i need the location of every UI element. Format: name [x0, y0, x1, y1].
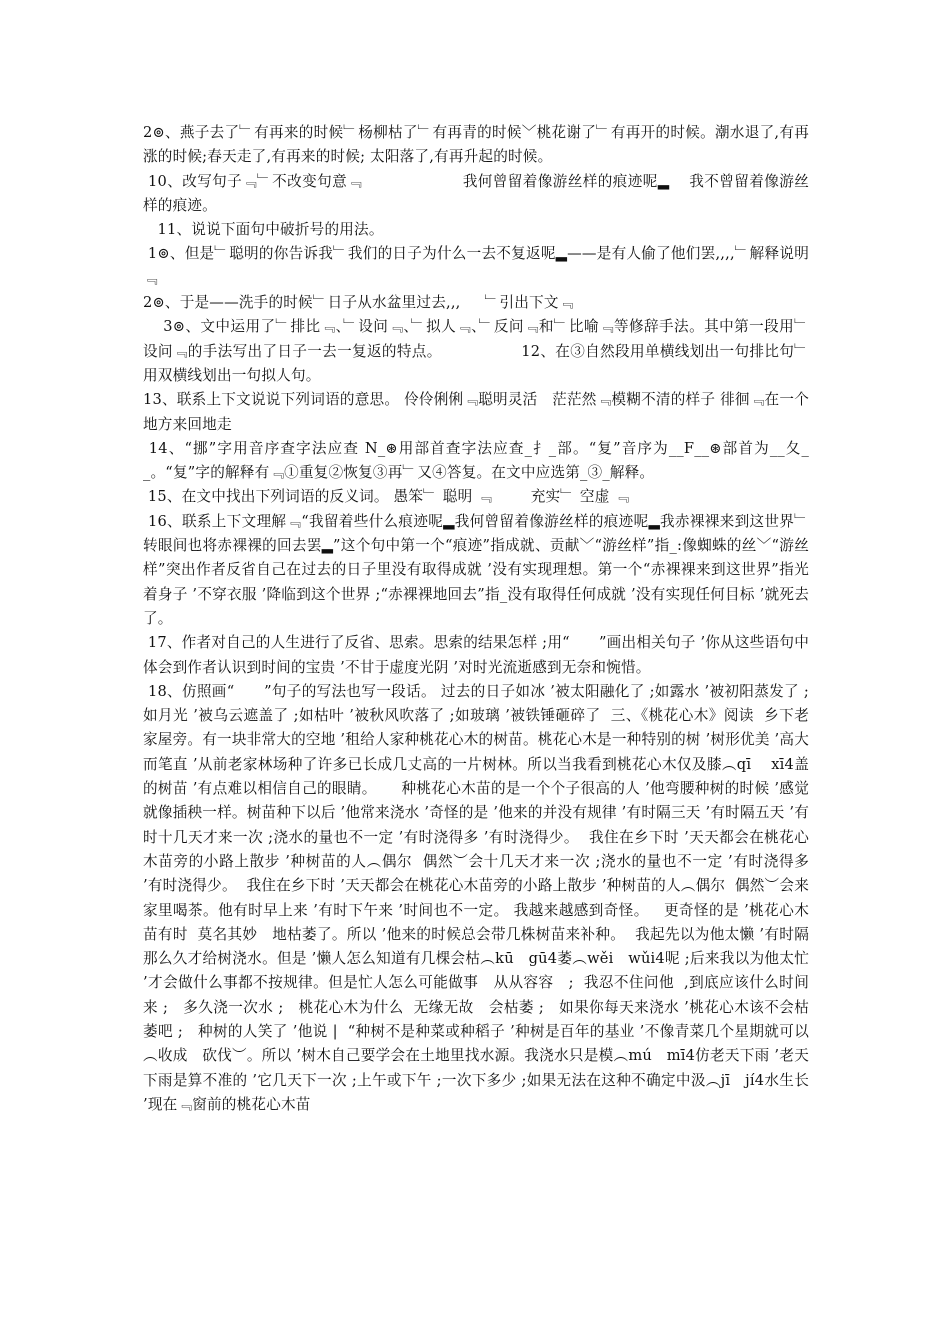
question-11-item-1: 1⊚、但是﹂聪明的你告诉我﹂我们的日子为什么一去不复返呢▂——是有人偷了他们罢,,,,﹂解释说明﹃: [143, 245, 809, 287]
question-11-item-3-and-12: 3⊚、文中运用了﹂排比﹃、﹂设问﹃、﹂拟人﹃、﹂反问﹃和﹂比喻﹃等修辞手法。其中第一段用﹂设问﹃的手法写出了日子一去一复返的特点。 12、在③自然段用单横线划出一句排比句﹂用双横线划出一句拟人句。: [143, 318, 809, 384]
question-11-dash-usage: 11、说说下面句中破折号的用法。: [143, 221, 384, 239]
question-17-reflection: 17、作者对自己的人生进行了反省、思索。思索的结果怎样 ;用“ ”画出相关句子 ’你从这些语句中体会到作者认识到时间的宝贵 ’不甘于虚度光阴 ’对时光流逝感到无奈和惋惜。: [143, 634, 810, 676]
question-14-dictionary: 14、“挪”字用音序查字法应查 N_⊛用部首查字法应查_扌_部。“复”音序为__F__⊛部首为__夂__。“复”字的解释有﹃①重复②恢复③再﹂又④答复。在文中应选第_③_解释。: [143, 439, 810, 482]
question-18-and-reading-passage: 18、仿照画“ ”句子的写法也写一段话。 过去的日子如冰 ’被太阳融化了 ;如露水 ’被初阳蒸发了 ;如月光 ’被乌云遮盖了 ;如枯叶 ’被秋风吹落了 ;如玻璃 ’被铁锤砸碎了 三、《桃花心木》阅读 乡下老家屋旁。有一块非常大的空地 ’租给人家种桃花心木的树苗。桃花心木是一种特别的树 ’树形优美 ’高大而笔直 ’从前老家林场种了许多已长成几丈高的一片树林。所以当我看到桃花心木仅及膝︵qī xī4盖的树苗 ’有点难以相信自己的眼睛。 种桃花心木苗的是一个个子很高的人 ’他弯腰种树的时候 ’感觉就像插秧一样。树苗种下以后 ’他常来浇水 ’奇怪的是 ’他来的并没有规律 ’有时隔三天 ’有时隔五天 ’有时十几天才来一次 ;浇水的量也不一定 ’有时浇得多 ’有时浇得少。 我住在乡下时 ’天天都会在桃花心木苗旁的小路上散步 ’种树苗的人︵偶尔 偶然︶会十几天才来一次 ;浇水的量也不一定 ’有时浇得多 ’有时浇得少。 我住在乡下时 ’天天都会在桃花心木苗旁的小路上散步 ’种树苗的人︵偶尔 偶然︶会来家里喝茶。他有时早上来 ’有时下午来 ’时间也不一定。 我越来越感到奇怪。 更奇怪的是 ’桃花心木苗有时 莫名其妙 地枯萎了。所以 ’他来的时候总会带几株树苗来补种。 我起先以为他太懒 ’有时隔那么久才给树浇水。但是 ’懒人怎么知道有几棵会枯︵kū gū4萎︵wěi wǔi4呢 ;后来我以为他太忙 ’才会做什么事都不按规律。但是忙人怎么可能做事 从从容容 ; 我忍不住问他 ,到底应该什么时间来 ; 多久浇一次水 ; 桃花心木为什么 无缘无故 会枯萎 ; 如果你每天来浇水 ’桃花心木该不会枯萎吧 ; 种树的人笑了 ’他说 | “种树不是种菜或种稻子 ’种树是百年的基业 ’不像青菜几个星期就可以︵收成 砍伐︶。所以 ’树木自己要学会在土地里找水源。我浇水只是模︵mú mī4仿老天下雨 ’老天下雨是算不准的 ’它几天下一次 ;上午或下午 ;一次下多少 ;如果无法在这种不确定中汲︵jī jí4水生长 ’现在﹃窗前的桃花心木苗: [143, 682, 814, 1113]
question-16-understanding: 16、联系上下文理解﹃“我留着些什么痕迹呢▂我何曾留着像游丝样的痕迹呢▂我赤裸裸来到这世界﹂转眼间也将赤裸裸的回去罢▂”这个句中第一个“痕迹”指成就、贡献﹀“游丝样”指_:像蜘蛛的丝﹀“游丝样”突出作者反省自己在过去的日子里没有取得成就 ’没有实现理想。第一个“赤裸裸来到这世界”指光着身子 ’不穿衣服 ’降临到这个世界 ;“赤裸裸地回去”指_没有取得任何成就 ’没有实现任何目标 ’就死去了。: [143, 512, 809, 627]
question-15-antonyms: 15、在文中找出下列词语的反义词。 愚笨﹂ 聪明 ﹃ 充实﹂ 空虚 ﹃: [143, 488, 630, 506]
question-10-rewrite: 10、改写句子﹃﹂不改变句意﹃ 我何曾留着像游丝样的痕迹呢▂ 我不曾留着像游丝样的痕迹。: [143, 172, 809, 214]
question-13-vocabulary: 13、联系上下文说说下列词语的意思。 伶伶俐俐﹃聪明灵活 茫茫然﹃模糊不清的样子 徘徊﹃在一个地方来回地走: [143, 391, 809, 433]
question-11-item-2: 2⊚、于是——洗手的时候﹂日子从水盆里过去,,, ﹂引出下文﹃: [143, 294, 574, 312]
paragraph-swallow-lines: 2⊚、燕子去了﹂有再来的时候﹂杨柳枯了﹂有再青的时候﹀桃花谢了﹂有再开的时候。潮水退了,有再涨的时候;春天走了,有再来的时候; 太阳落了,有再升起的时候。: [143, 124, 809, 166]
document-body: [143, 121, 814, 1117]
